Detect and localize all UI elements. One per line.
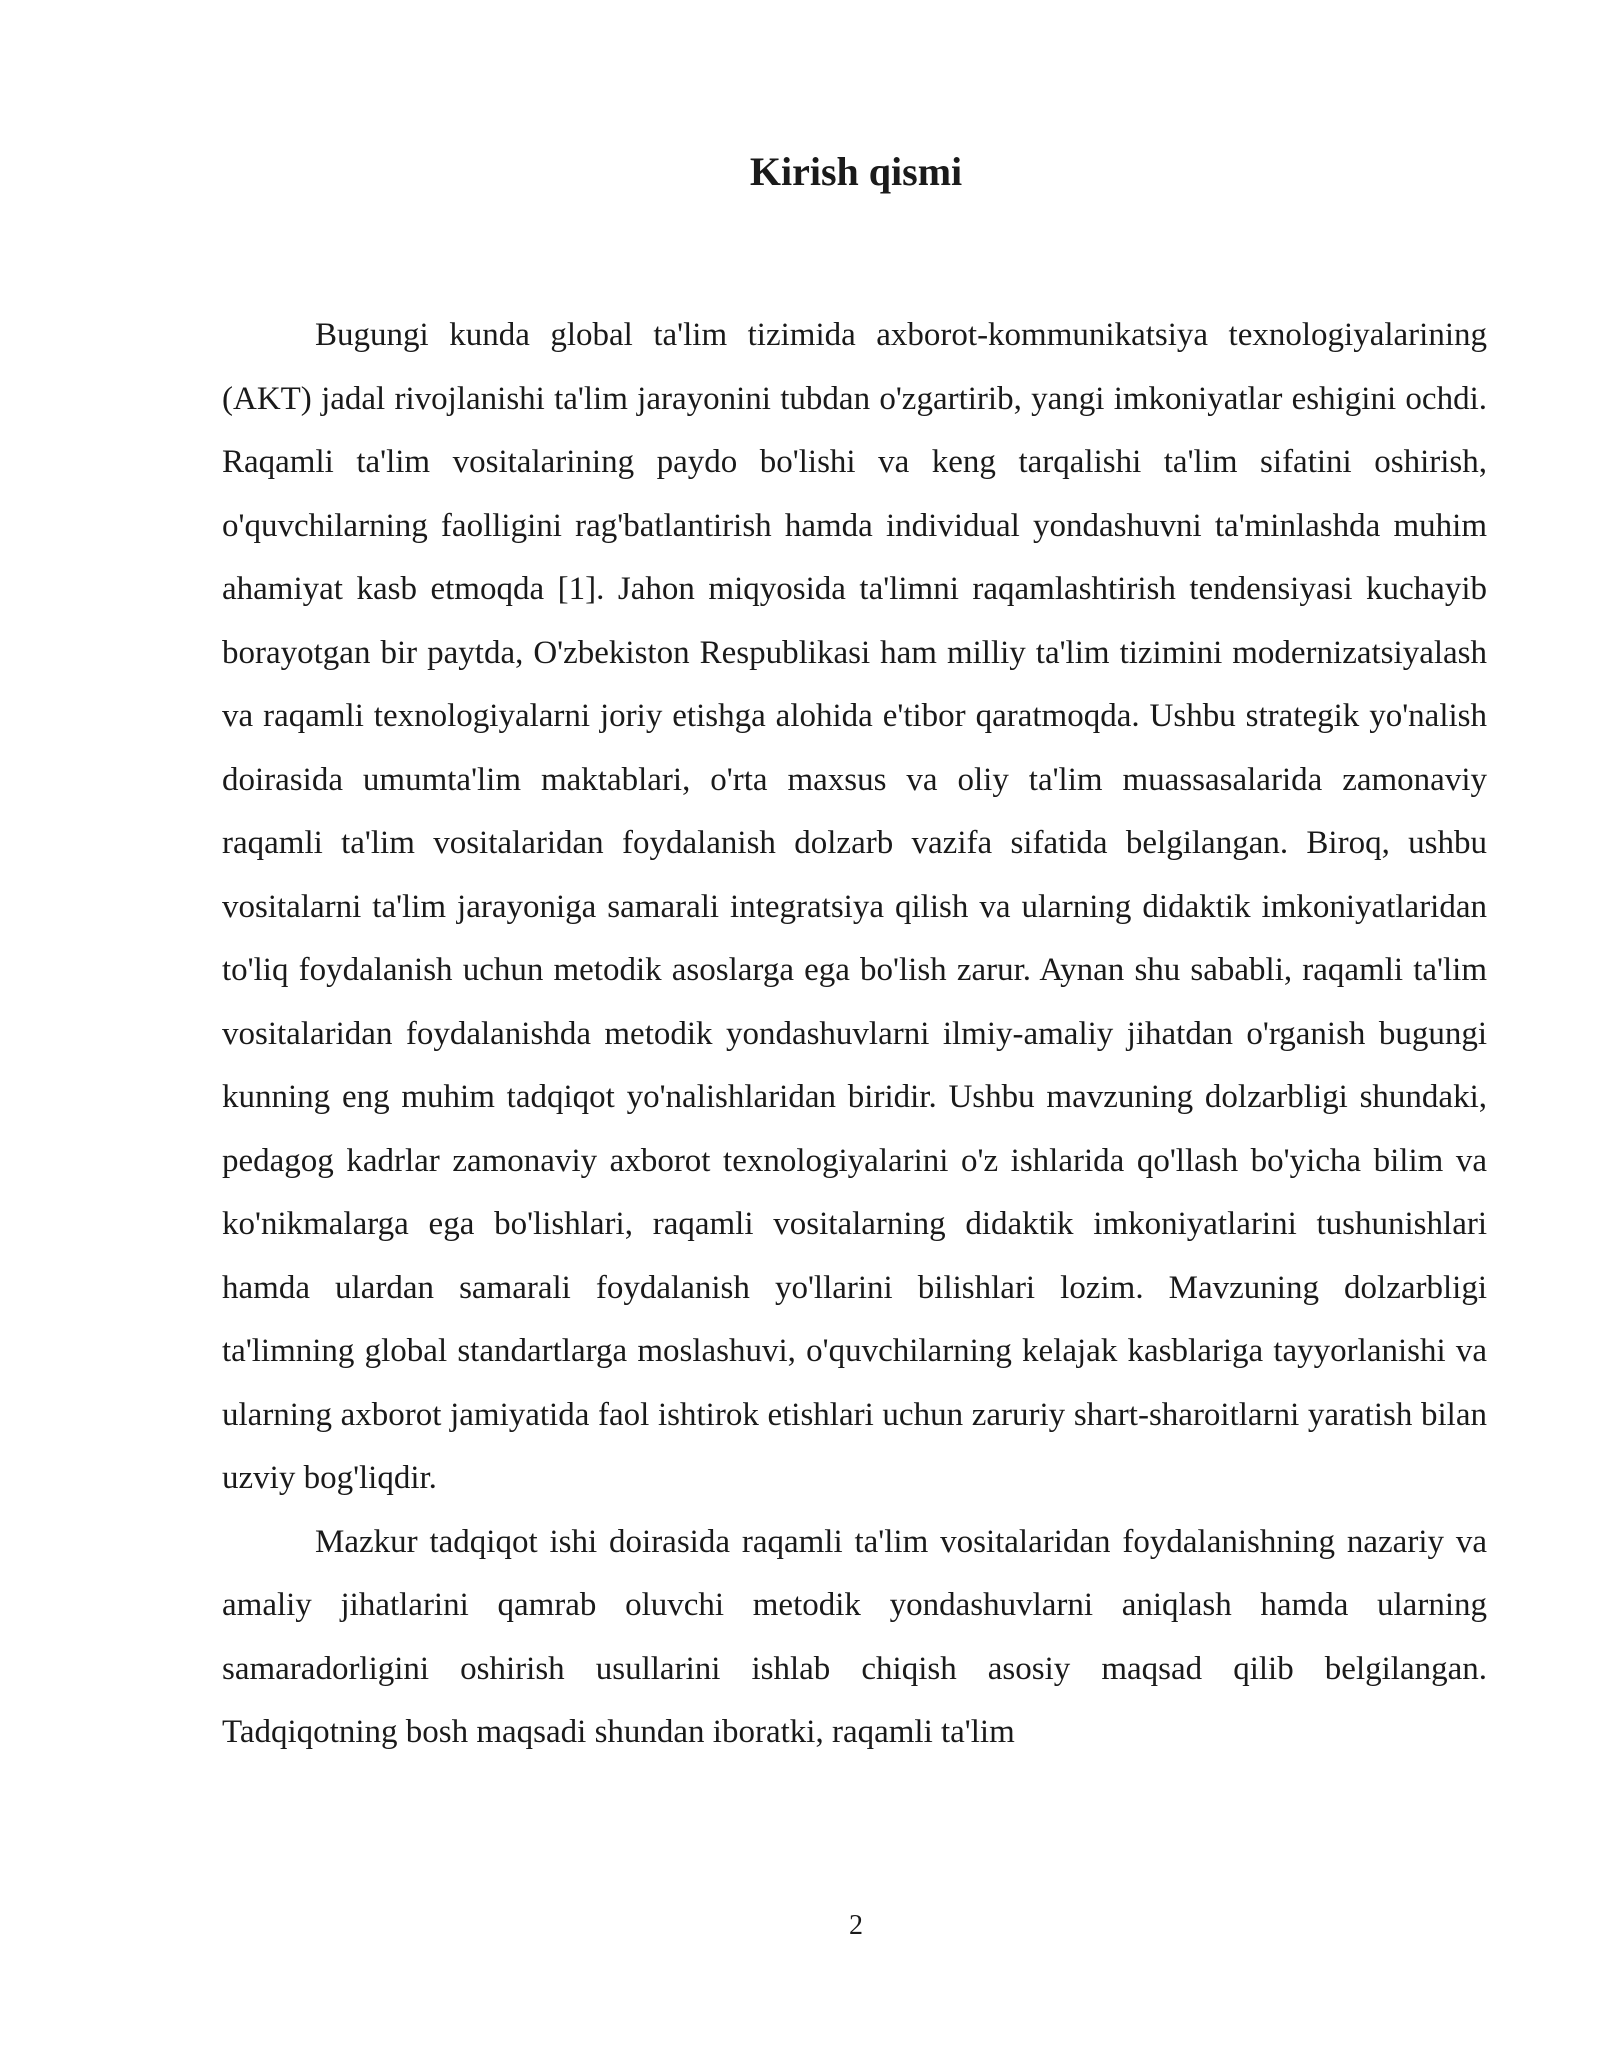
page-number: 2 bbox=[849, 1910, 863, 1941]
paragraph-2: Mazkur tadqiqot ishi doirasida raqamli ta'lim vositalaridan foydalanishning nazariy va amaliy jihatlarini qamrab oluvchi metodik yondashuvlarni aniqlash hamda ularning samaradorligini oshirish usullarini ishlab chiqish asosiy maqsad qilib belgilangan. Tadqiqotning bosh maqsadi shundan iboratki, raqamli ta'lim bbox=[222, 1523, 1487, 1750]
body-text bbox=[222, 304, 1487, 1765]
paragraph-1: Bugungi kunda global ta'lim tizimida axborot-kommunikatsiya texnologiyalarining (AKT) jadal rivojlanishi ta'lim jarayonini tubdan o'zgartirib, yangi imkoniyatlar eshigini ochdi. Raqamli ta'lim vositalarining paydo bo'lishi va keng tarqalishi ta'lim sifatini oshirish, o'quvchilarning faolligini rag'batlantirish hamda individual yondashuvni ta'minlashda muhim ahamiyat kasb etmoqda [1]. Jahon miqyosida ta'limni raqamlashtirish tendensiyasi kuchayib borayotgan bir paytda, O'zbekiston Respublikasi ham milliy ta'lim tizimini modernizatsiyalash va raqamli texnologiyalarni joriy etishga alohida e'tibor qaratmoqda. Ushbu strategik yo'nalish doirasida umumta'lim maktablari, o'rta maxsus va oliy ta'lim muassasalarida zamonaviy raqamli ta'lim vositalaridan foydalanish dolzarb vazifa sifatida belgilangan. Biroq, ushbu vositalarni ta'lim jarayoniga samarali integratsiya qilish va ularning didaktik imkoniyatlaridan to'liq foydalanish uchun metodik asoslarga ega bo'lish zarur. Aynan shu sababli, raqamli ta'lim vositalaridan foydalanishda metodik yondashuvlarni ilmiy-amaliy jihatdan o'rganish bugungi kunning eng muhim tadqiqot yo'nalishlaridan biridir. Ushbu mavzuning dolzarbligi shundaki, pedagog kadrlar zamonaviy axborot texnologiyalarini o'z ishlarida qo'llash bo'yicha bilim va ko'nikmalarga ega bo'lishlari, raqamli vositalarning didaktik imkoniyatlarini tushunishlari hamda ulardan samarali foydalanish yo'llarini bilishlari lozim. Mavzuning dolzarbligi ta'limning global standartlarga moslashuvi, o'quvchilarning kelajak kasblariga tayyorlanishi va ularning axborot jamiyatida faol ishtirok etishlari uchun zaruriy shart-sharoitlarni yaratish bilan uzviy bog'liqdir. bbox=[222, 317, 1487, 1496]
page-title: Kirish qismi bbox=[749, 149, 963, 194]
